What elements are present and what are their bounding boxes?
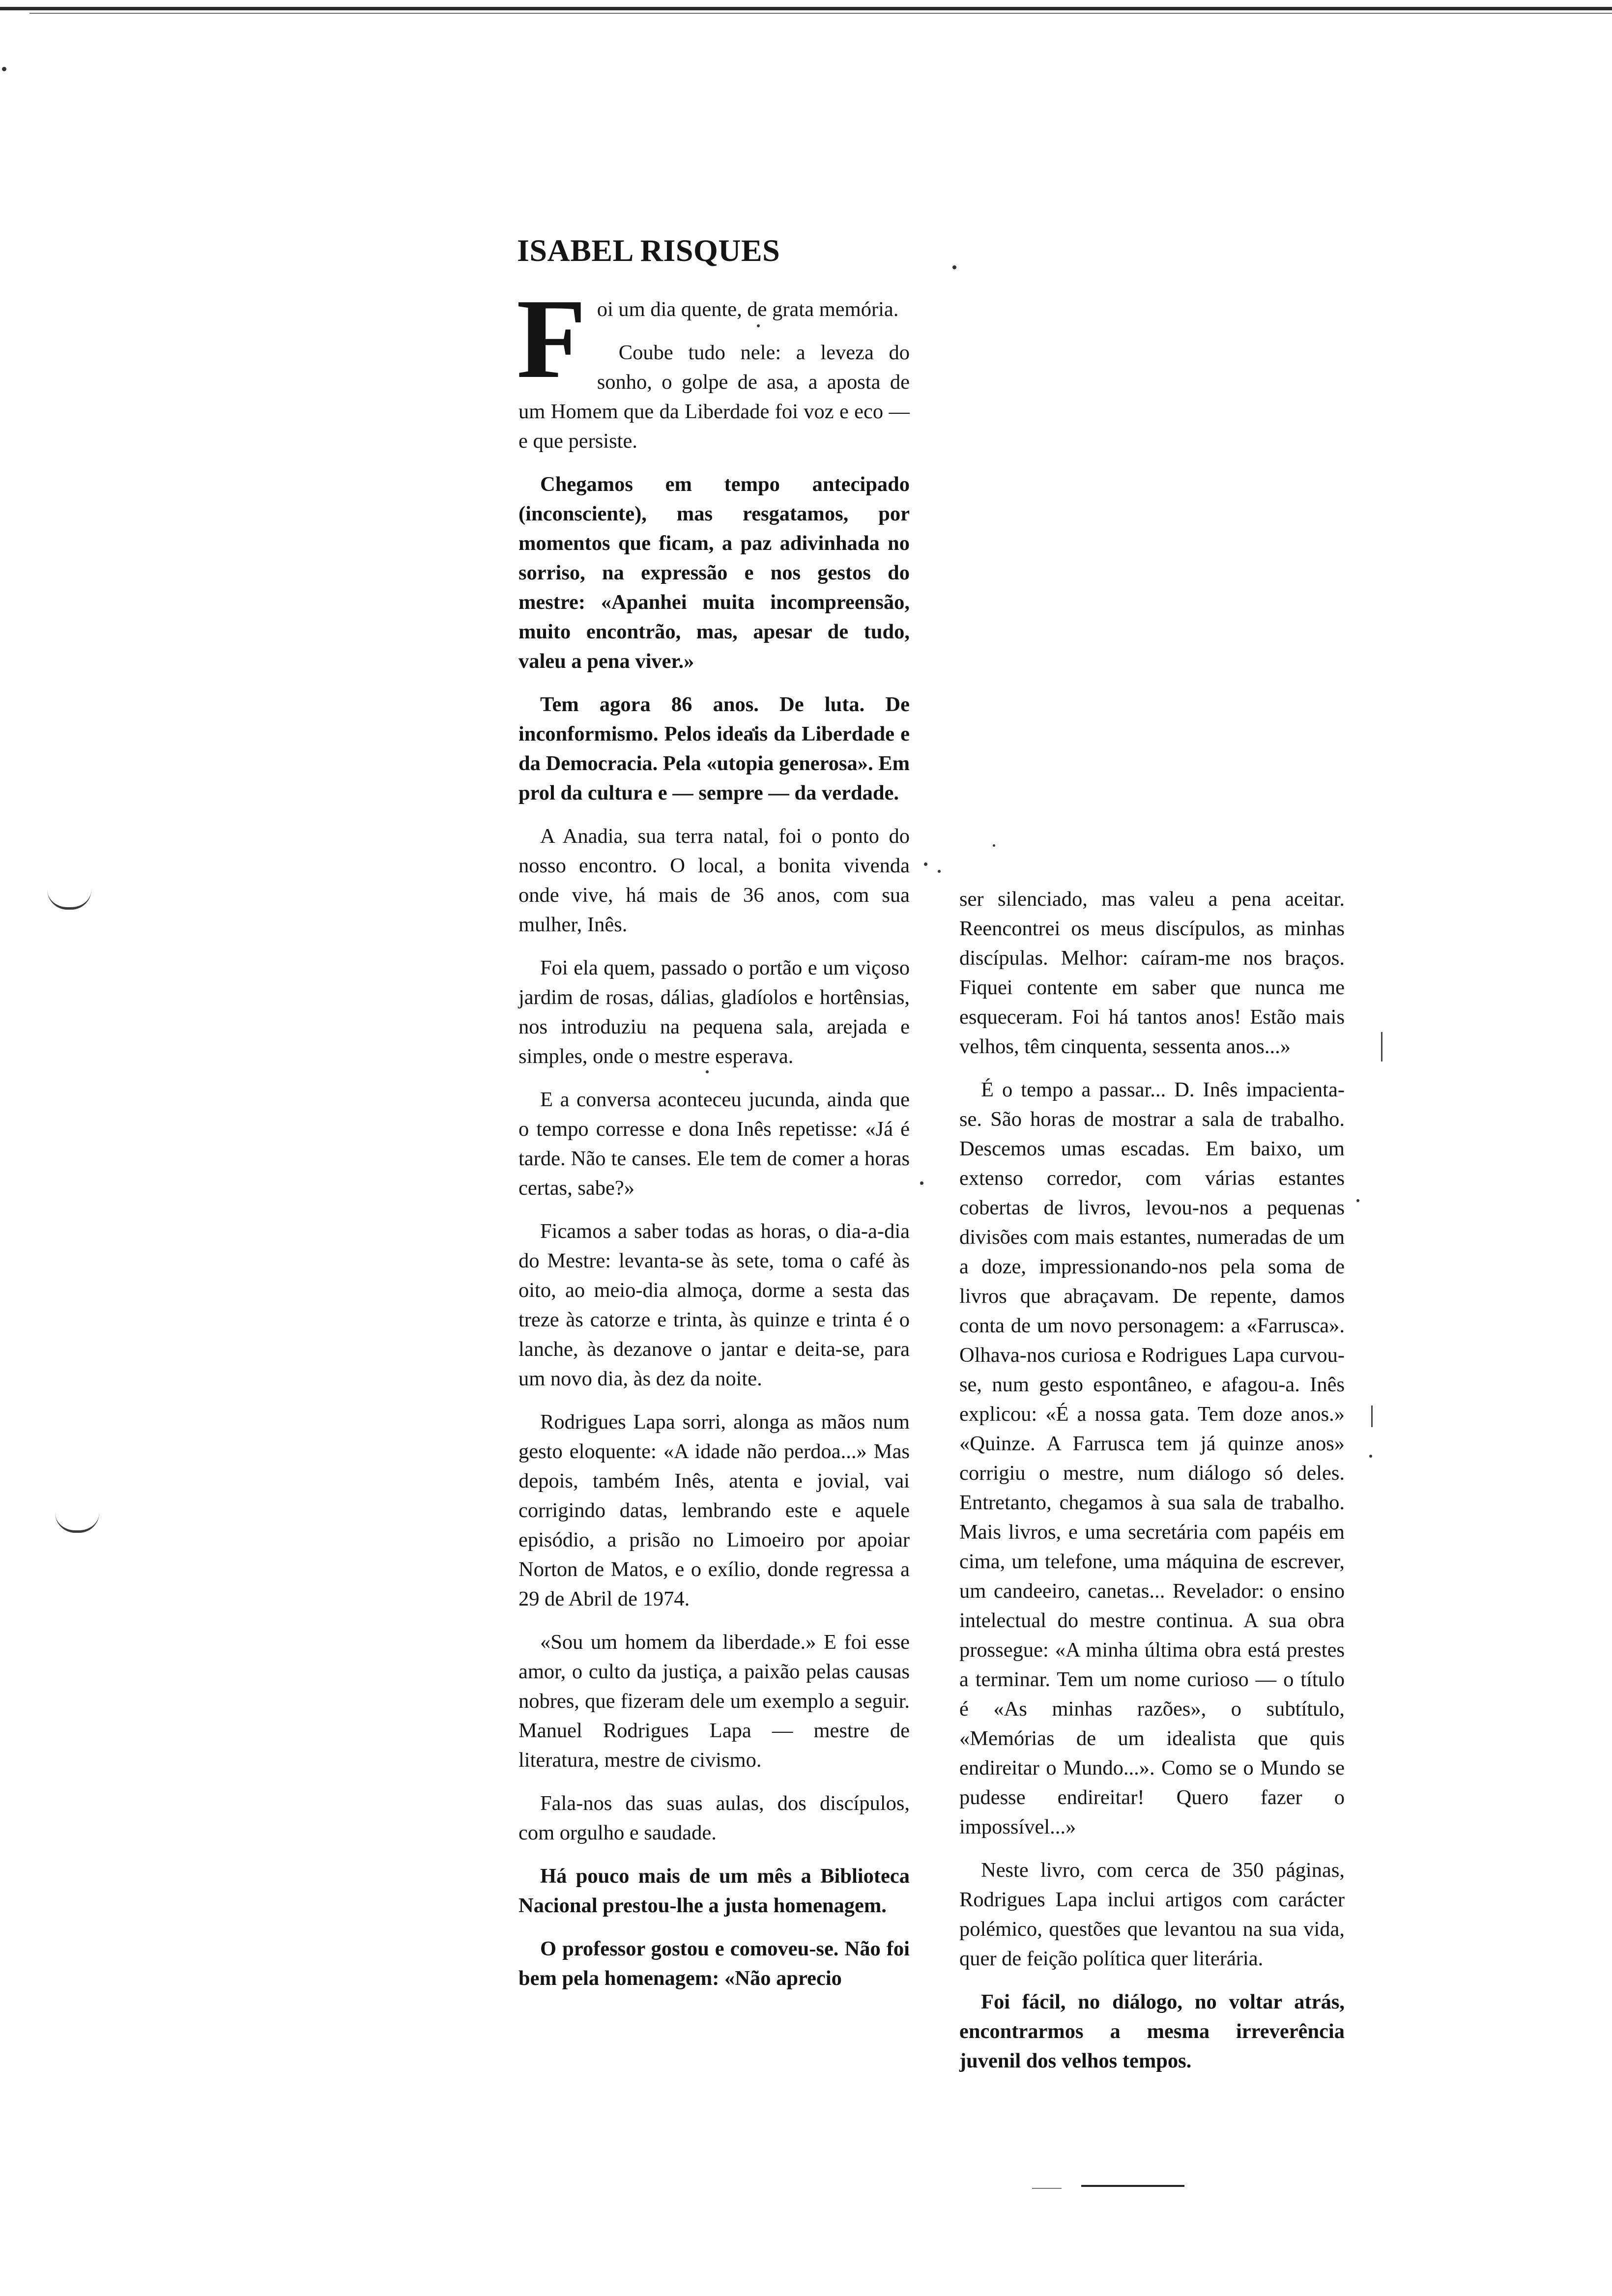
- article-paragraph: Neste livro, com cerca de 350 páginas, Rodrigues Lapa inclui artigos com carácter polémico, questões que levantou na sua vida, quer de feição política quer literária.: [959, 1859, 1345, 1970]
- article-paragraph: Foi ela quem, passado o portão e um viçoso jardim de rosas, dálias, gladíolos e hortênsias, nos introduziu na pequena sala, arejada e simples, onde o mestre esperava.: [518, 956, 910, 1068]
- scan-speck: [938, 870, 941, 873]
- scan-speck: [2, 67, 6, 71]
- article-paragraph: Tem agora 86 anos. De luta. De inconformismo. Pelos ideais da Liberdade e da Democracia. Pela «utopia generosa». Em prol da cultura e — sempre — da verdade.: [518, 693, 910, 804]
- article-paragraph: Há pouco mais de um mês a Biblioteca Nacional prestou-lhe a justa homenagem.: [518, 1865, 910, 1917]
- scan-speck: [920, 1181, 923, 1185]
- paragraph-lead-text: oi um dia quente, de grata memória.: [597, 298, 899, 321]
- article-byline: ISABEL RISQUES: [517, 233, 780, 268]
- scan-mark: [1371, 1406, 1373, 1427]
- scan-mark: [1381, 1032, 1382, 1062]
- scan-speck: [924, 862, 927, 866]
- article-paragraph: ser silenciado, mas valeu a pena aceitar. Reencontrei os meus discípulos, as minhas discípulas. Melhor: caíram-me nos braços. Fiquei contente em saber que nunca me esqueceram. Foi há tantos anos! Estão mais velhos, têm cinquenta, sessenta anos...»: [959, 888, 1345, 1058]
- scan-speck: [1356, 1199, 1359, 1202]
- drop-cap: F: [517, 276, 586, 402]
- binder-hole-mark: [55, 1513, 99, 1533]
- scan-speck: [993, 844, 995, 847]
- article-paragraph: A Anadia, sua terra natal, foi o ponto do nosso encontro. O local, a bonita vivenda onde vive, há mais de 36 anos, com sua mulher, Inês.: [518, 825, 910, 936]
- top-scan-rule: [0, 7, 1612, 10]
- article-paragraph: Ficamos a saber todas as horas, o dia-a-dia do Mestre: levanta-se às sete, toma o café às oito, ao meio-dia almoça, dorme a sesta das treze às catorze e trinta, às quinze e trinta é o lanche, às dezanove o jantar e deita-se, para um novo dia, às dez da noite.: [518, 1220, 910, 1390]
- binder-hole-mark: [47, 890, 91, 910]
- article-paragraph: Rodrigues Lapa sorri, alonga as mãos num gesto eloquente: «A idade não perdoa...» Mas depois, também Inês, atenta e jovial, vai corrigindo datas, lembrando este e aquele episódio, a prisão no Limoeiro por apoiar Norton de Matos, e o exílio, donde regressa a 29 de Abril de 1974.: [518, 1410, 910, 1610]
- article-left-column: [517, 276, 910, 2007]
- end-of-article-dash: [1032, 2188, 1062, 2189]
- article-paragraph: Chegamos em tempo antecipado (inconsciente), mas resgatamos, por momentos que ficam, a paz adivinhada no sorriso, na expressão e nos gestos do mestre: «Apanhei muita incompreensão, muito encontrão, mas, apesar de tudo, valeu a pena viver.»: [518, 473, 910, 673]
- article-paragraph: Foi fácil, no diálogo, no voltar atrás, encontrarmos a mesma irreverência juvenil dos velhos tempos.: [959, 1990, 1345, 2072]
- end-of-article-rule: [1081, 2185, 1184, 2187]
- article-paragraph: Fala-nos das suas aulas, dos discípulos, com orgulho e saudade.: [518, 1792, 910, 1844]
- scan-speck: [952, 265, 956, 269]
- top-scan-rule-thin: [29, 13, 1612, 14]
- article-paragraph: Coube tudo nele: a leveza do sonho, o golpe de asa, a aposta de um Homem que da Liberdade foi voz e eco — e que persiste.: [518, 341, 910, 453]
- article-paragraph: E a conversa aconteceu jucunda, ainda que o tempo corresse e dona Inês repetisse: «Já é tarde. Não te canses. Ele tem de comer a horas certas, sabe?»: [518, 1088, 910, 1200]
- scan-speck: [1369, 1455, 1372, 1458]
- article-paragraph: O professor gostou e comoveu-se. Não foi bem pela homenagem: «Não aprecio: [518, 1937, 910, 1990]
- article-paragraph: «Sou um homem da liberdade.» E foi esse amor, o culto da justiça, a paixão pelas causas nobres, que fizeram dele um exemplo a seguir. Manuel Rodrigues Lapa — mestre de literatura, mestre de civismo.: [518, 1631, 910, 1772]
- article-paragraph: É o tempo a passar... D. Inês impacienta-se. São horas de mostrar a sala de trabalho. Descemos umas escadas. Em baixo, um extenso corredor, com várias estantes cobertas de livros, levou-nos a pequenas divisões com mais estantes, numeradas de um a doze, impressionando-nos pela soma de livros que abraçavam. De repente, damos conta de um novo personagem: a «Farrusca». Olhava-nos curiosa e Rodrigues Lapa curvou-se, num gesto espontâneo, e afagou-a. Inês explicou: «É a nossa gata. Tem doze anos.» «Quinze. A Farrusca tem já quinze anos» corrigiu o mestre, num diálogo só deles. Entretanto, chegamos à sua sala de trabalho. Mais livros, e uma secretária com papéis em cima, um telefone, uma máquina de escrever, um candeeiro, canetas... Revelador: o ensino intelectual do mestre continua. A sua obra prossegue: «A minha última obra está prestes a terminar. Tem um nome curioso — o título é «As minhas razões», o subtítulo, «Memórias de um idealista que quis endireitar o Mundo...». Como se o Mundo se pudesse endireitar! Quero fazer o impossível...»: [959, 1078, 1345, 1838]
- article-right-column: [959, 885, 1345, 2090]
